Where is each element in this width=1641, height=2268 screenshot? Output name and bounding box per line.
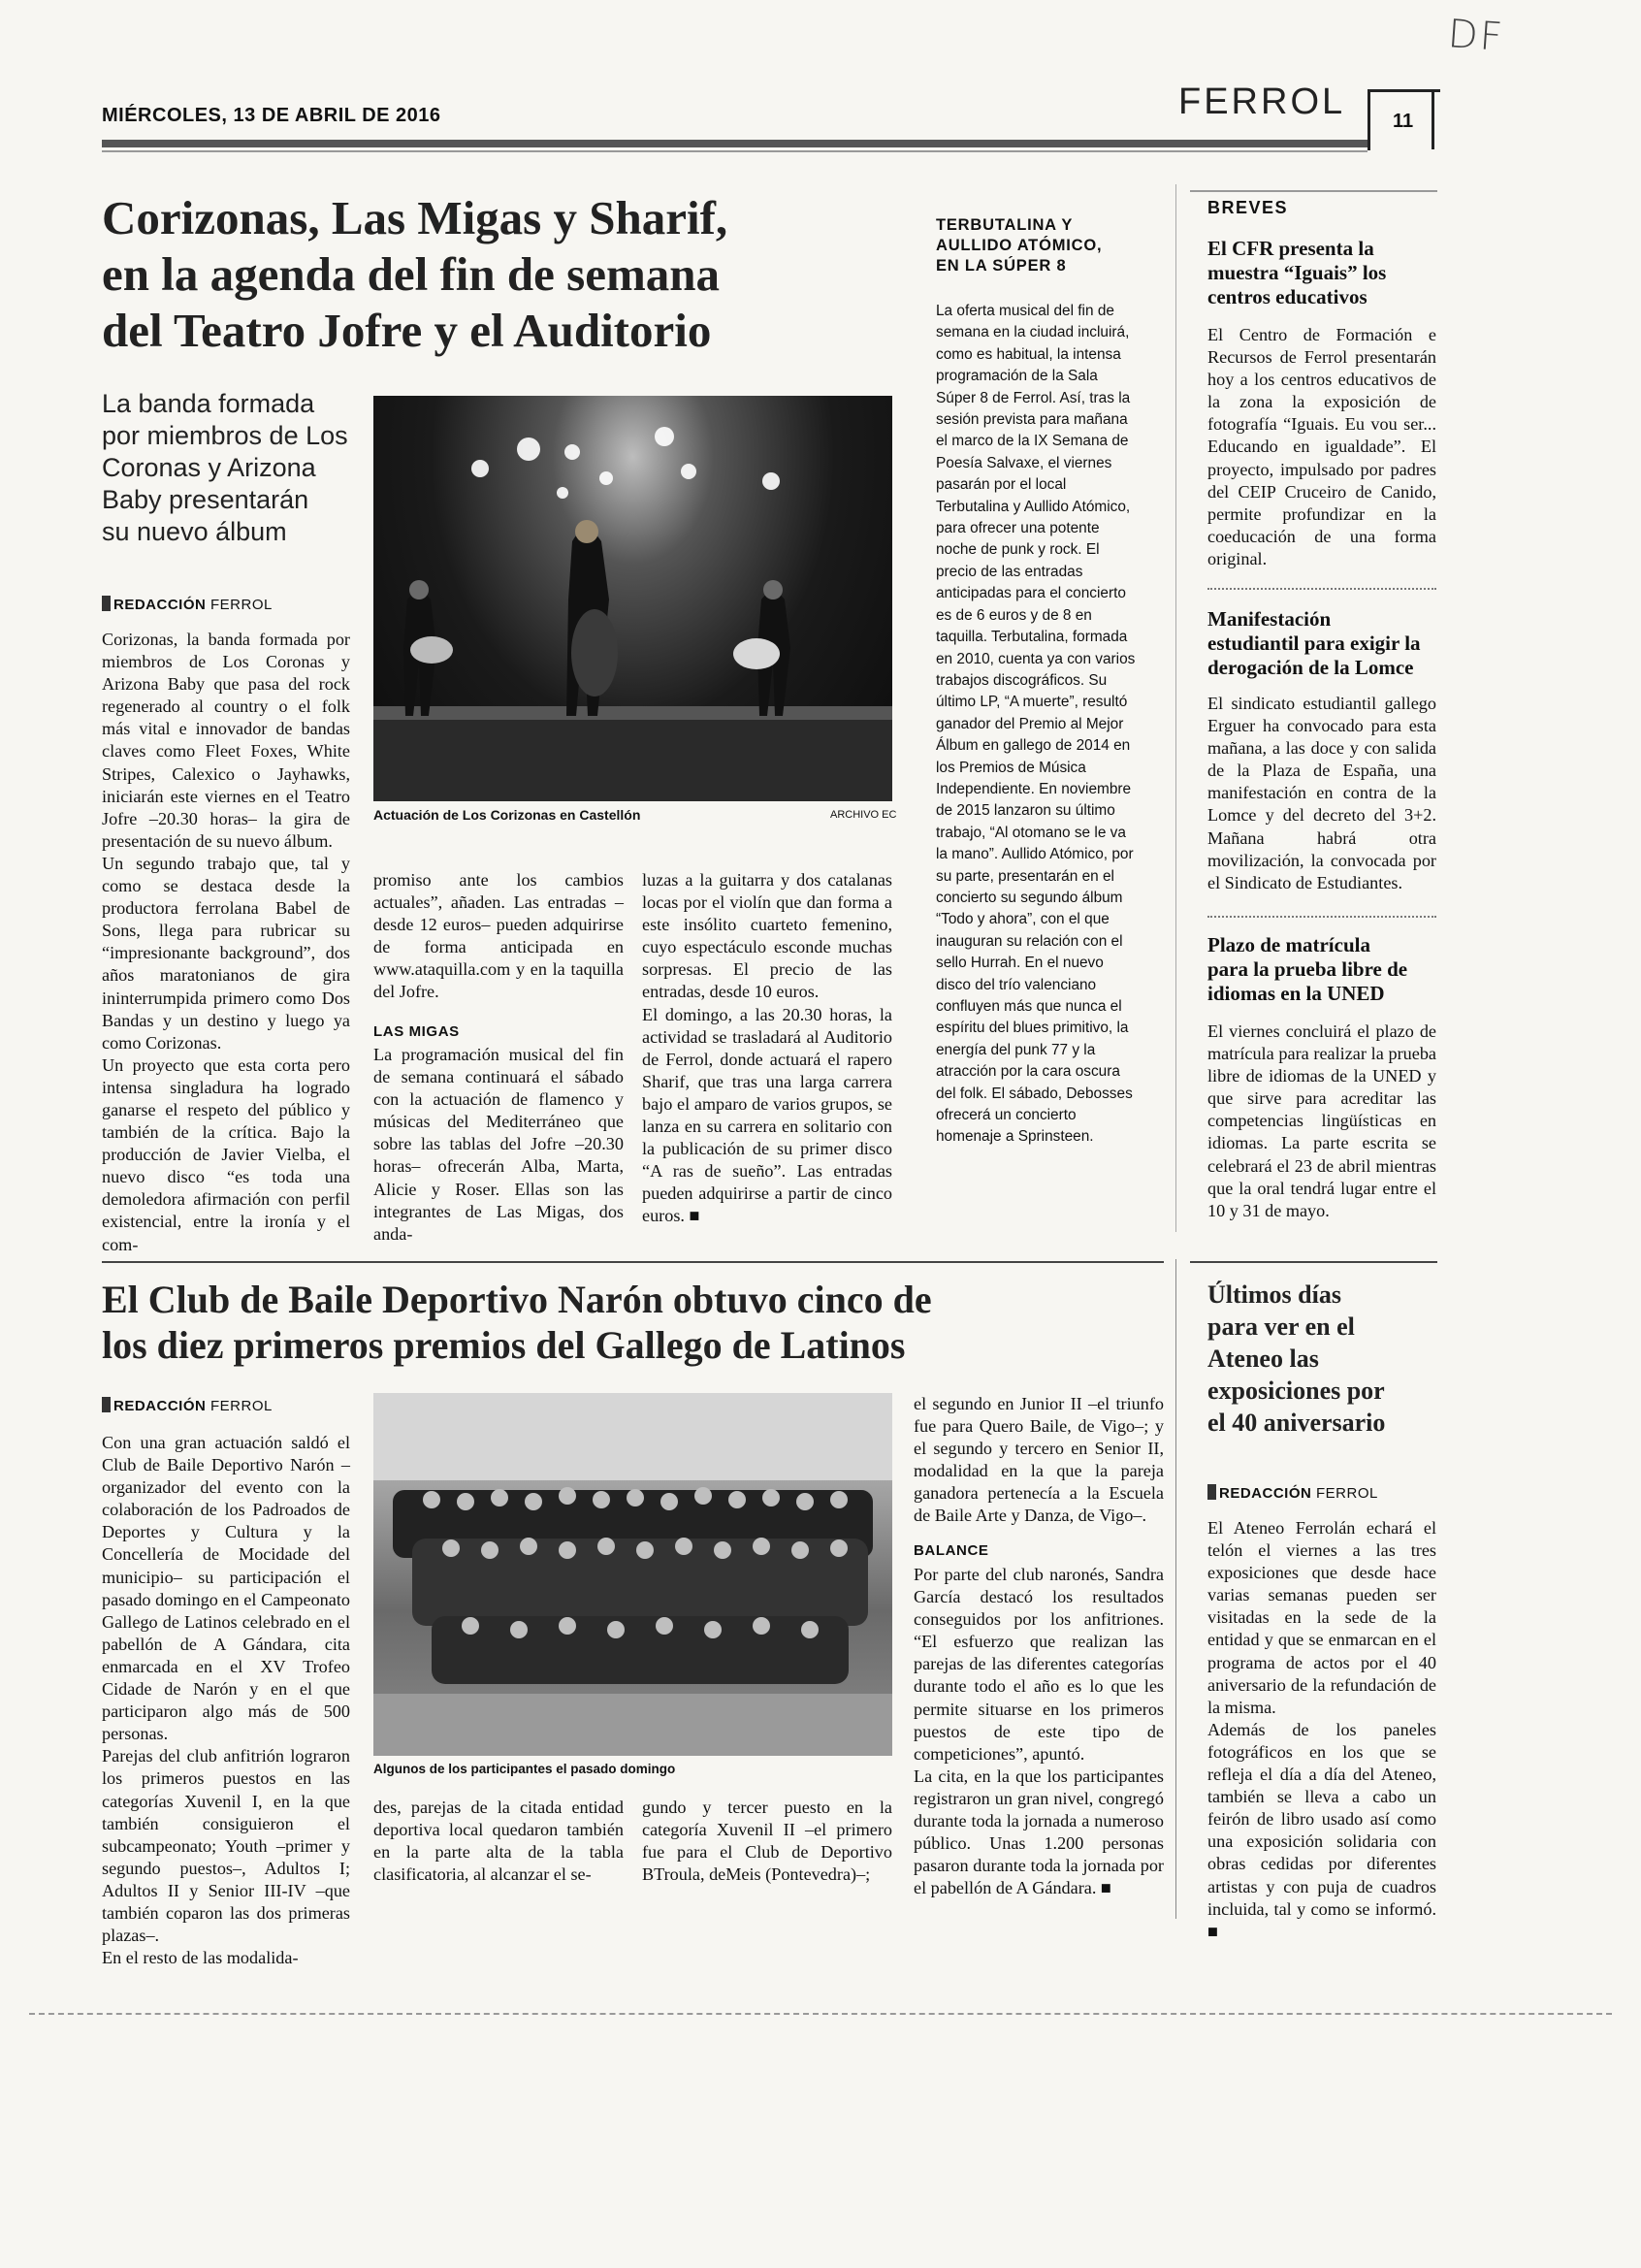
page-date: MIÉRCOLES, 13 DE ABRIL DE 2016 <box>102 105 441 126</box>
article2-col4-subhead: BALANCE <box>914 1542 989 1559</box>
handwritten-mark: DF <box>1446 12 1506 60</box>
article1-photo-credit: ARCHIVO EC <box>830 809 897 821</box>
header-rule-thin <box>102 150 1368 152</box>
article1-col2-subhead: LAS MIGAS <box>373 1023 460 1040</box>
concert-scene <box>373 396 892 801</box>
section-title: FERROL <box>1178 81 1346 122</box>
article2-headline: El Club de Baile Deportivo Narón obtuvo cinco de los diez primeros premios del Gallego de Latinos <box>102 1278 932 1367</box>
article1-photo-caption: Actuación de Los Corizonas en Castellón <box>373 807 641 823</box>
page-bottom-rule <box>29 2013 1612 2015</box>
page-number-bracket-right <box>1432 89 1434 149</box>
brief-separator-2 <box>1207 916 1436 918</box>
byline-org: REDACCIÓN <box>113 1398 207 1414</box>
byline-mark <box>102 596 111 611</box>
super8-text: La oferta musical del fin de semana en la ciudad incluirá, como es habitual, la intensa programación de la Sala Súper 8 de Ferrol. Así, tras la sesión prevista para mañana el marco de la IX Semana de Poesía Salvaxe, el viernes pasarán por el local Terbutalina y Aullido Atómico, para ofrecer una potente noche de punk y rock. El precio de las entradas anticipadas para el concierto es de 6 euros y de 8 en taquilla. Terbutalina, formada en 2010, cuenta ya con varios trabajos discográficos. Su último LP, “A muerte”, resultó ganador del Premio al Mejor Álbum en gallego de 2014 en los Premios de Música Independiente. En noviembre de 2015 lanzaron su último trabajo, “Al otomano se le va la mano”. Aullido Atómico, por su parte, presentarán en el concierto su segundo álbum “Todo y ahora”, con el que inauguran su relación con el sello Hurrah. En el nuevo disco del trío valenciano confluyen más que nunca el espíritu del blues primitivo, la energía del punk 77 y la atracción por la cara oscura del folk. El sábado, Debosses ofrecerá un concierto homenaje a Sprinsteen. <box>936 303 1136 1146</box>
brief1-text: El Centro de Formación e Recursos de Ferrol presentarán hoy a los centros educativos de la zona la exposición de fotografía “Iguais. Eu vou ser... Educando en igualdade”. El proyecto, impulsado por padres del CEIP Cruceiro de Canido, permite profundizar en la coeducación de una forma original. <box>1207 325 1436 568</box>
byline-place: FERROL <box>210 597 273 613</box>
article2-col2: des, parejas de la citada entidad deportiva local quedaron también en la parte alta de la tabla clasificatoria, al alcanzar el se- <box>373 1798 624 1885</box>
brief2-text: El sindicato estudiantil gallego Erguer ha convocado para esta mañana, a las doce y con salida de la Plaza de España, una manifestación en contra de la Lomce y del decreto del 3+2. Mañana habrá otra movilización, la convocada por el Sindicato de Estudiantes. <box>1207 694 1436 892</box>
breves-label: BREVES <box>1207 198 1289 217</box>
concert-photo <box>373 396 892 801</box>
article1-col1: Corizonas, la banda formada por miembros de Los Coronas y Arizona Baby que pasa del rock regenerado al country o el folk más vital e innovador de bandas claves como Fleet Foxes, White Stripes, Calexico o Jayhawks, iniciarán este viernes en el Teatro Jofre –20.30 horas– la gira de presentación de su nuevo álbum. Un segundo trabajo que, tal y como se destaca desde la productora ferrolana Babel de Sons, llega para rubricar su “impresionante background”, dos años maratonianos de gira ininterrumpida primero como Dos Bandas y un destino y luego ya como Corizonas. Un proyecto que esta corta pero intensa singladura ha logrado ganarse el respeto del público y también de la crítica. Bajo la producción de Javier Vielba, el nuevo disco “es toda una demoledora afirmación con perfil existencial, entre la ironía y el com- <box>102 630 350 1254</box>
byline-mark <box>102 1397 111 1412</box>
article1-subtitle: La banda formada por miembros de Los Coronas y Arizona Baby presentarán su nuevo álbum <box>102 389 348 546</box>
byline-place: FERROL <box>1316 1485 1378 1502</box>
article2-col1: Con una gran actuación saldó el Club de Baile Deportivo Narón –organizador del evento con la colaboración de los Padroados de Deportes y Cultura y la Concellería de Mocidade del municipio– su participación el pasado domingo en el Campeonato Gallego de Latinos celebrado en el pabellón de A Gándara, cita enmarcada en el XV Trofeo Cidade de Narón y en el que participaron algo más de 500 personas. Parejas del club anfitrión lograron los primeros puestos en las categorías Xuvenil I, en la que también consiguieron el subcampeonato; Youth –primer y segundo puestos–, Adultos I; Adultos II y Senior III-IV –que también coparon las dos primeras plazas–. En el resto de las modalida- <box>102 1433 350 1968</box>
brief1-title: El CFR presenta la muestra “Iguais” los centros educativos <box>1207 237 1387 308</box>
super8-title: TERBUTALINA Y AULLIDO ATÓMICO, EN LA SÚPER 8 <box>936 216 1103 275</box>
article1-col2b: La programación musical del fin de semana continuará el sábado con la actuación de flamenco y músicas del Mediterráneo que sobre las tablas del Jofre –20.30 horas– ofrecerán Alba, Marta, Alicie y Roser. Ellas son las integrantes de Las Migas, dos anda- <box>373 1045 624 1244</box>
group-photo <box>373 1393 892 1756</box>
brief2-title: Manifestación estudiantil para exigir la derogación de la Lomce <box>1207 607 1421 679</box>
article1-headline: Corizonas, Las Migas y Sharif, en la agenda del fin de semana del Teatro Jofre y el Auditorio <box>102 191 728 357</box>
brief3-title: Plazo de matrícula para la prueba libre de idiomas en la UNED <box>1207 933 1408 1005</box>
byline-mark <box>1207 1484 1216 1500</box>
article2-col4b: Por parte del club naronés, Sandra García destacó los resultados conseguidos por los anfitriones. “El esfuerzo que realizan las parejas de las diferentes categorías durante todo el año es lo que les permite situarse en los primeros puestos de este tipo de competiciones”, apuntó. La cita, en la que los participantes registraron un gran nivel, congregó durante toda la jornada a numeroso público. Unas 1.200 personas pasaron durante toda la jornada por el pabellón de A Gándara. ■ <box>914 1565 1164 1898</box>
column-divider-2 <box>1175 1259 1176 1919</box>
article2-byline <box>102 1397 273 1414</box>
header-rule <box>102 140 1368 147</box>
article1-byline <box>102 596 273 613</box>
article-separator <box>102 1261 1164 1263</box>
column-divider-1 <box>1175 184 1176 1232</box>
article1-col2a: promiso ante los cambios actuales”, añaden. Las entradas –desde 12 euros– pueden adquirirse de forma anticipada en www.ataquilla.com y en la taquilla del Jofre. <box>373 870 624 1002</box>
brief-separator-1 <box>1207 588 1436 590</box>
byline-org: REDACCIÓN <box>113 597 207 613</box>
article3-headline: Últimos días para ver en el Ateneo las exposiciones por el 40 aniversario <box>1207 1280 1386 1437</box>
page-number: 11 <box>1393 111 1414 132</box>
breves-top-rule <box>1190 190 1437 192</box>
article3-byline <box>1207 1484 1378 1502</box>
article3-text: El Ateneo Ferrolán echará el telón el viernes a las tres exposiciones que desde hace varias semanas pueden ser visitadas en la sede de la entidad y que se enmarcan en el programa de actos por el 40 aniversario de la refundación de la misma. Además de los paneles fotográficos en los que se refleja el día a día del Ateneo, también se lleva a cabo un feirón de libro usado así como una exposición solidaria con obras cedidas por diferentes artistas y con puja de cuadros incluida, tal y como se informó. ■ <box>1207 1518 1436 1941</box>
article2-col3: gundo y tercer puesto en la categoría Xuvenil II –el primero fue para el Club de Deportivo BTroula, deMeis (Pontevedra)–; <box>642 1798 892 1885</box>
byline-place: FERROL <box>210 1398 273 1414</box>
byline-org: REDACCIÓN <box>1219 1485 1312 1502</box>
article2-photo-caption: Algunos de los participantes el pasado domingo <box>373 1762 676 1776</box>
article1-col3: luzas a la guitarra y dos catalanas locas por el violín que dan forma a este insólito cuarteto femenino, cuyo espectáculo esconde muchas sorpresas. El precio de las entradas, desde 10 euros. El domingo, a las 20.30 horas, la actividad se trasladará al Auditorio de Ferrol, donde actuará el rapero Sharif, que tras una larga carrera bajo el amparo de varios grupos, se lanza en su carrera en solitario con la publicación de su primer disco “A ras de sueño”. Las entradas pueden adquirirse a partir de cinco euros. ■ <box>642 870 892 1226</box>
article2-col4a: el segundo en Junior II –el triunfo fue para Quero Baile, de Vigo–; y el segundo y tercero en Senior II, modalidad en la que la pareja ganadora pertenecía a la Escuela de Baile Arte y Danza, de Vigo–. <box>914 1394 1164 1526</box>
group-scene <box>373 1393 892 1756</box>
brief3-text: El viernes concluirá el plazo de matrícula para realizar la prueba libre de idiomas de la UNED y que sirve para acreditar las competencias lingüísticas en idiomas. La parte escrita se celebrará el 23 de abril mientras que la oral tendrá lugar entre el 10 y 31 de mayo. <box>1207 1021 1436 1220</box>
article3-top-rule <box>1190 1261 1437 1263</box>
